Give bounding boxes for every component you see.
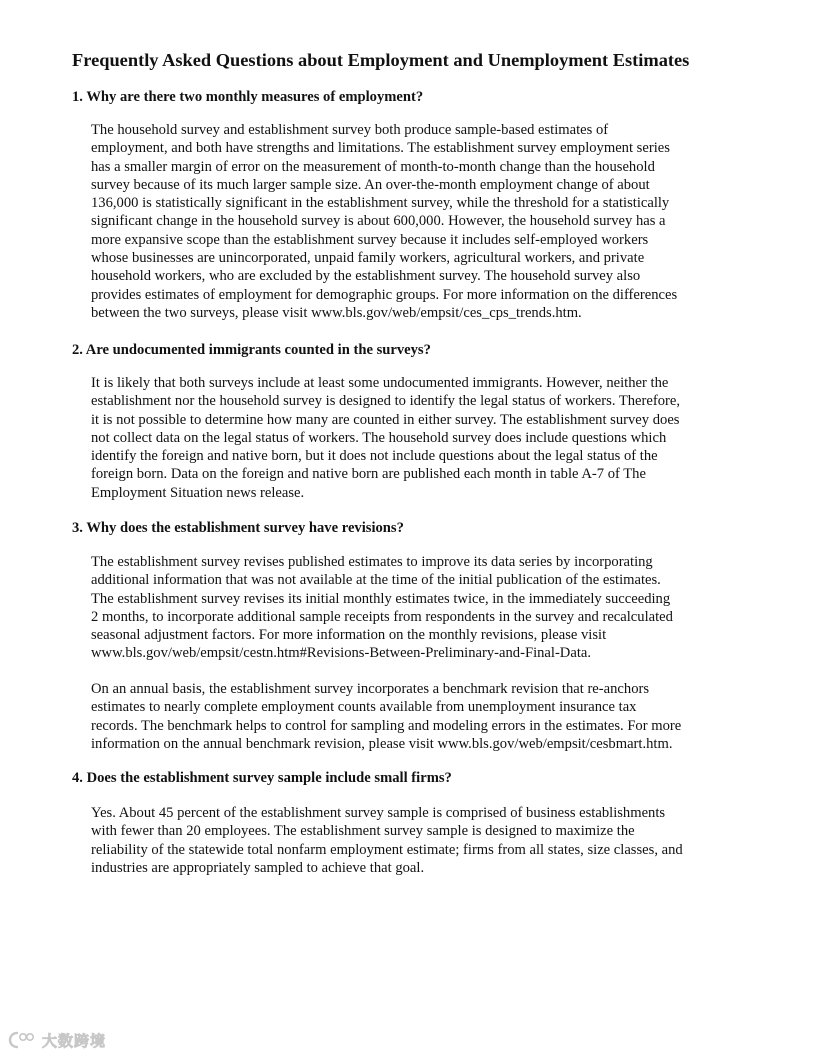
- question-3-paragraph-2: [91, 680, 751, 753]
- watermark: [8, 1029, 106, 1051]
- text-line: www.bls.gov/web/empsit/cestn.htm#Revisions-Between-Preliminary-and-Final-Data.: [91, 645, 592, 662]
- text-line: The household survey and establishment survey both produce sample-based estimates of: [91, 122, 609, 138]
- text-line: identify the foreign and native born, but it does not include questions about the legal status of the: [91, 448, 658, 465]
- question-4-heading: 4. Does the establishment survey sample include small firms?: [72, 770, 452, 786]
- text-line: more expansive scope than the establishment survey because it includes self-employed workers: [91, 231, 649, 248]
- text-line: employment, and both have strengths and limitations. The establishment survey employment series: [91, 140, 670, 157]
- text-line: between the two surveys, please visit www.bls.gov/web/empsit/ces_cps_trends.htm.: [91, 304, 582, 321]
- text-line: The establishment survey revises published estimates to improve its data series by incorporating: [91, 554, 653, 570]
- text-line: The establishment survey revises its initial monthly estimates twice, in the immediately succeeding: [91, 590, 671, 607]
- text-line: 2 months, to incorporate additional sample receipts from respondents in the survey and recalculated: [91, 608, 673, 625]
- text-line: it is not possible to determine how many are counted in either survey. The establishment survey does: [91, 411, 680, 428]
- text-line: On an annual basis, the establishment survey incorporates a benchmark revision that re-anchors: [91, 681, 650, 697]
- question-4-paragraph-1: [91, 804, 751, 877]
- text-line: with fewer than 20 employees. The establishment survey sample is designed to maximize the: [91, 823, 635, 840]
- question-1-paragraph-1: [91, 121, 751, 322]
- text-line: has a smaller margin of error on the measurement of month-to-month change than the household: [91, 158, 655, 175]
- text-line: foreign born. Data on the foreign and native born are published each month in table A-7 of The: [91, 466, 646, 483]
- text-line: provides estimates of employment for demographic groups. For more information on the differences: [91, 286, 678, 303]
- question-2-heading: 2. Are undocumented immigrants counted in the surveys?: [72, 342, 431, 358]
- text-line: information on the annual benchmark revision, please visit www.bls.gov/web/empsit/cesbmart.htm.: [91, 735, 673, 752]
- text-line: Yes. About 45 percent of the establishment survey sample is comprised of business establishments: [91, 805, 666, 821]
- text-line: additional information that was not available at the time of the initial publication of the estimates.: [91, 572, 661, 589]
- watermark-text: 大数跨境: [42, 1031, 107, 1050]
- question-3-paragraph-1: [91, 553, 751, 663]
- text-line: industries are appropriately sampled to achieve that goal.: [91, 859, 425, 876]
- text-line: estimates to nearly complete employment counts available from unemployment insurance tax: [91, 699, 637, 716]
- text-line: Employment Situation news release.: [91, 484, 305, 501]
- text-line: survey because of its much larger sample size. An over-the-month employment change of about: [91, 176, 650, 193]
- document-title: Frequently Asked Questions about Employment and Unemployment Estimates: [72, 50, 690, 70]
- text-line: whose businesses are unincorporated, unpaid family workers, agricultural workers, and private: [91, 250, 645, 267]
- text-line: records. The benchmark helps to control for sampling and modeling errors in the estimates. For more: [91, 717, 682, 734]
- question-1-heading: 1. Why are there two monthly measures of employment?: [72, 89, 424, 105]
- text-line: 136,000 is statistically significant in the establishment survey, while the threshold for a statistically: [91, 195, 670, 212]
- text-line: significant change in the household survey is about 600,000. However, the household survey has a: [91, 213, 666, 230]
- text-line: reliability of the statewide total nonfarm employment estimate; firms from all states, size classes, and: [91, 841, 683, 858]
- text-line: household workers, who are excluded by the establishment survey. The household survey also: [91, 268, 641, 285]
- text-line: establishment nor the household survey is designed to identify the legal status of workers. Therefore,: [91, 393, 681, 410]
- text-line: seasonal adjustment factors. For more information on the monthly revisions, please visit: [91, 627, 607, 644]
- text-line: It is likely that both surveys include at least some undocumented immigrants. However, neither the: [91, 375, 669, 391]
- question-3-heading: 3. Why does the establishment survey have revisions?: [72, 520, 404, 536]
- brand-logo-icon: [8, 1030, 38, 1050]
- question-2-paragraph-1: [91, 374, 751, 502]
- text-line: not collect data on the legal status of workers. The household survey does include questions which: [91, 429, 667, 446]
